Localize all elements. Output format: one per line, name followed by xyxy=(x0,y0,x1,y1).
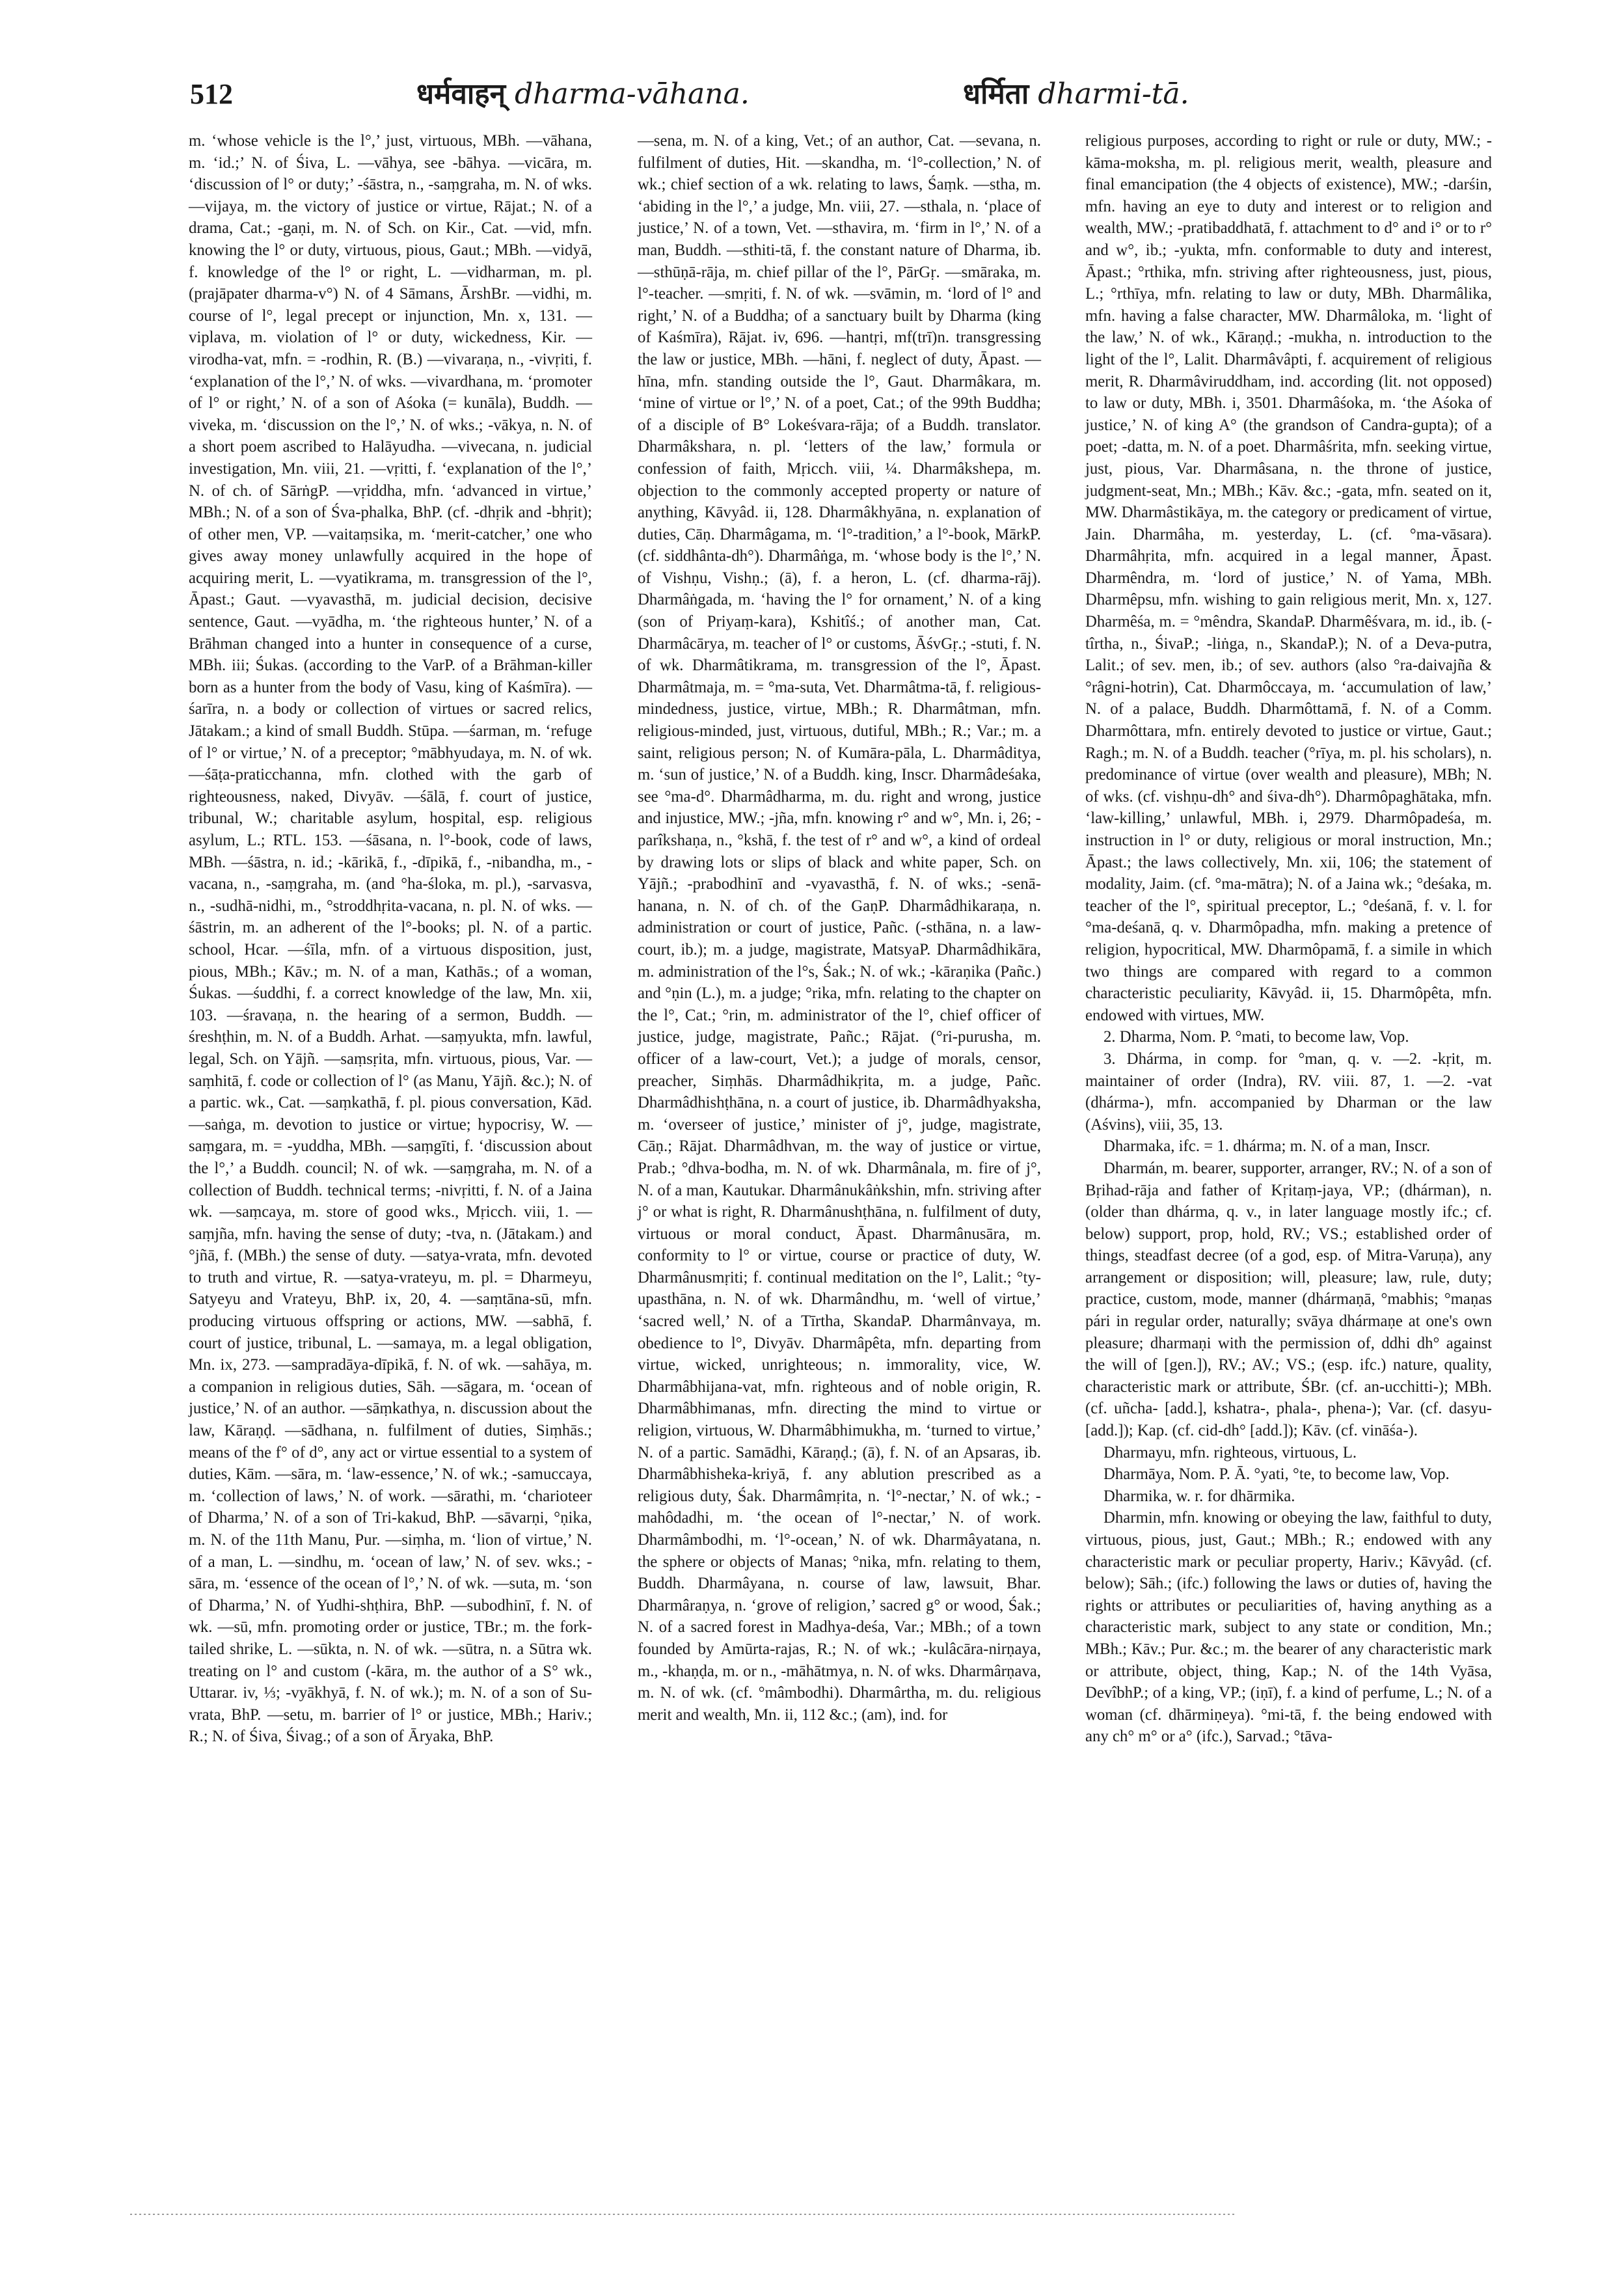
column-2 xyxy=(638,130,1041,1726)
entry-paragraph: religious purposes, according to right or rule or duty, MW.; -kāma-moksha, m. pl. religious merit, wealth, pleasure and final emancipation (the 4 objects of existence), MW.; -darśin, mfn. having an eye to duty and interest or to religion and wealth, MW.; -pratibaddhatā, f. attachment to d° and i° or to r° and w°, ib.; -yukta, mfn. conformable to duty and interest, Āpast.; °rthika, mfn. striving after righteousness, just, pious, L.; °rthīya, mfn. relating to law or duty, MBh. Dharmâlika, mfn. having a false character, MW. Dharmâloka, m. ‘light of the law,’ N. of wk., Kāraṇḍ.; -mukha, n. introduction to the light of the l°, Lalit. Dharmâvâpti, f. acquirement of religious merit, R. Dharmâviruddham, ind. according (lit. not opposed) to law or duty, MBh. i, 3501. Dharmâśoka, m. ‘the Aśoka of justice,’ N. of king A° (the grandson of Candra-gupta); of a poet; -datta, m. N. of a poet. Dharmâśrita, mfn. seeking virtue, just, pious, Var. Dharmâsana, n. the throne of justice, judgment-seat, Mn.; MBh.; Kāv. &c.; -gata, mfn. seated on it, MW. Dharmâstikāya, m. the category or predicament of virtue, Jain. Dharmâha, m. yesterday, L. (cf. °ma-vāsara). Dharmâhṛita, mfn. acquired in a legal manner, Āpast. Dharmêndra, m. ‘lord of justice,’ N. of Yama, MBh. Dharmêpsu, mfn. wishing to gain religious merit, Mn. x, 127. Dharmêśa, m. = °mêndra, SkandaP. Dharmêśvara, m. id., ib. (-tîrtha, n., ŚivaP.; -liṅga, n., SkandaP.); N. of a Deva-putra, Lalit.; of sev. men, ib.; of sev. authors (also °ra-daivajña & °râgni-hotrin), Cat. Dharmôccaya, m. ‘accumulation of law,’ N. of a palace, Buddh. Dharmôttamā, f. N. of a Comm. Dharmôttara, mfn. entirely devoted to justice or virtue, Gaut.; Ragh.; m. N. of a Buddh. teacher (°rīya, m. pl. his scholars), n. predominance of virtue (over wealth and pleasure), MBh; N. of wks. (cf. vishṇu-dh° and śiva-dh°). Dharmôpaghātaka, mfn. ‘law-killing,’ unlawful, MBh. i, 2979. Dharmôpadeśa, m. instruction in l° or duty, religious or moral instruction, Mn.; Āpast.; the laws collectively, Mn. xii, 106; the statement of modality, Jaim. (cf. °ma-mātra); N. of a Jaina wk.; °deśaka, m. teacher of the l°, spiritual preceptor, L.; °deśanā, f. v. l. for °ma-deśanā, q. v. Dharmôpadha, mfn. making a pretence of religion, hypocritical, MW. Dharmôpamā, f. a simile in which two things are compared with regard to a common characteristic peculiarity, Kāvyâd. ii, 15. Dharmôpêta, mfn. endowed with virtues, MW. xyxy=(1085,132,1492,1024)
entry-paragraph: 3. Dhárma, in comp. for °man, q. v. —2. -kṛit, m. maintainer of order (Indra), RV. viii. 87, 1. —2. -vat (dhárma-), mfn. accompanied by Dharman or the law (Aśvins), viii, 35, 13. xyxy=(1085,1050,1492,1134)
column-3 xyxy=(1085,130,1492,1748)
entry-paragraph: Dharmán, m. bearer, supporter, arranger, RV.; N. of a son of Bṛihad-rāja and father of Kṛitaṃ-jaya, VP.; (dhárman), n. (older than dhárma, q. v., in later language mostly ifc.; cf. below) support, prop, hold, RV.; VS.; established order of things, steadfast decree (of a god, esp. of Mitra-Varuṇa), any arrangement or disposition; will, pleasure; law, rule, duty; practice, custom, mode, manner (dhármaṇā, °mabhis; °maṇas pári in regular order, naturally; svāya dhármaṇe at one's own pleasure; dharmaṇi with the permission of, ddhi dh° against the will of [gen.]), RV.; AV.; VS.; (esp. ifc.) nature, quality, characteristic mark or attribute, ŚBr. (cf. an-ucchitti-); MBh. (cf. uñcha- [add.], kshatra-, phala-, phena-); Var. (cf. dasyu- [add.]); Kap. (cf. cid-dh° [add.]); Kāv. (cf. vināśa-). xyxy=(1085,1159,1492,1440)
entry-paragraph: Dharmaka, ifc. = 1. dhárma; m. N. of a man, Inscr. xyxy=(1103,1137,1431,1156)
entry-paragraph: Dharmika, w. r. for dhārmika. xyxy=(1103,1487,1295,1505)
entry-paragraph: —sena, m. N. of a king, Vet.; of an author, Cat. —sevana, n. fulfilment of duties, Hit. —skandha, m. ‘l°-collection,’ N. of wk.; chief section of a wk. relating to laws, Śaṃk. —stha, m. ‘abiding in the l°,’ a judge, Mn. viii, 27. —sthala, n. ‘place of justice,’ N. of a town, Vet. —sthavira, m. ‘firm in l°,’ N. of a man, Buddh. —sthiti-tā, f. the constant nature of Dharma, ib. —sthūṇā-rāja, m. chief pillar of the l°, PārGṛ. —smāraka, m. l°-teacher. —smṛiti, f. N. of wk. —svāmin, m. ‘lord of l° and right,’ N. of a Buddha; of a sanctuary built by Dharma (king of Kaśmīra), Rājat. iv, 696. —hantṛi, mf(trī)n. transgressing the law or justice, MBh. —hāni, f. neglect of duty, Āpast. —hīna, mfn. standing outside the l°, Gaut. Dharmâkara, m. ‘mine of virtue or l°,’ N. of a poet, Cat.; of the 99th Buddha; of a disciple of B° Lokeśvara-rāja; of a Buddh. translator. Dharmâkshara, n. pl. ‘letters of the law,’ formula or confession of faith, Mṛicch. viii, ¼. Dharmâkshepa, m. objection to the commonly accepted property or nature of anything, Kāvyâd. ii, 128. Dharmâkhyāna, n. explanation of duties, Cāṇ. Dharmâgama, m. ‘l°-tradition,’ a l°-book, MārkP. (cf. siddhânta-dh°). Dharmâṅga, m. ‘whose body is the l°,’ N. of Vishṇu, Vishṇ.; (ā), f. a heron, L. (cf. dharma-rāj). Dharmâṅgada, m. ‘having the l° for ornament,’ N. of a king (son of Priyaṃ-kara), Kshitîś.; of another man, Cat. Dharmâcārya, m. teacher of l° or customs, ĀśvGṛ.; -stuti, f. N. of wk. Dharmâtikrama, m. transgression of the l°, Āpast. Dharmâtmaja, m. = °ma-suta, Vet. Dharmâtma-tā, f. religious-mindedness, justice, virtue, MBh.; R. Dharmâtman, mfn. religious-minded, just, virtuous, dutiful, MBh.; R.; Var.; m. a saint, religious person; N. of Kumāra-pāla, L. Dharmâditya, m. ‘sun of justice,’ N. of a Buddh. king, Inscr. Dharmâdeśaka, see °ma-d°. Dharmâdharma, m. du. right and wrong, justice and injustice, MW.; -jña, mfn. knowing r° and w°, Mn. i, 26; -parîkshaṇa, n., °kshā, f. the test of r° and w°, a kind of ordeal by drawing lots or slips of black and white paper, Sch. on Yājñ.; -prabodhinī and -vyavasthā, f. N. of wks.; -senā-hanana, n. N. of ch. of the GaṇP. Dharmâdhikaraṇa, n. administration or court of justice, Pañc. (-sthāna, n. a law-court, ib.); m. a judge, magistrate, MatsyaP. Dharmâdhikāra, m. administration of the l°s, Śak.; N. of wk.; -kāraṇika (Pañc.) and °ṇin (L.), m. a judge; °rika, mfn. relating to the chapter on the l°, Cat.; °rin, m. administrator of the l°, chief officer of justice, judge, magistrate, Pañc.; Rājat. (°ri-purusha, m. officer of a law-court, Vet.); a judge of morals, censor, preacher, Siṃhās. Dharmâdhikṛita, m. a judge, Pañc. Dharmâdhishṭhāna, n. a court of justice, ib. Dharmâdhyaksha, m. ‘overseer of justice,’ minister of j°, judge, magistrate, Cāṇ.; Rājat. Dharmâdhvan, m. the way of justice or virtue, Prab.; °dhva-bodha, m. N. of wk. Dharmânala, m. fire of j°, N. of a man, Kautukar. Dharmânukâṅkshin, mfn. striving after j° or what is right, R. Dharmânushṭhāna, n. fulfilment of duty, virtuous or moral conduct, Āpast. Dharmânusāra, m. conformity to l° or virtue, course or practice of duty, W. Dharmânusmṛiti; f. continual meditation on the l°, Lalit.; °ty-upasthāna, n. N. of wk. Dharmândhu, m. ‘well of virtue,’ ‘sacred well,’ N. of a Tīrtha, SkandaP. Dharmânvaya, m. obedience to l°, Divyāv. Dharmâpêta, mfn. departing from virtue, wicked, unrighteous; n. immorality, vice, W. Dharmâbhijana-vat, mfn. righteous and of noble origin, R. Dharmâbhimanas, mfn. directing the mind to virtue or religion, virtuous, W. Dharmâbhimukha, m. ‘turned to virtue,’ N. of a partic. Samādhi, Kāraṇḍ.; (ā), f. N. of an Apsaras, ib. Dharmâbhisheka-kriyā, f. any ablution prescribed as a religious duty, Śak. Dharmâmṛita, n. ‘l°-nectar,’ N. of wk.; -mahôdadhi, m. ‘the ocean of l°-nectar,’ N. of work. Dharmâmbodhi, m. ‘l°-ocean,’ N. of wk. Dharmâyatana, n. the sphere or objects of Manas; °nika, mfn. relating to them, Buddh. Dharmâyana, n. course of law, lawsuit, Bhar. Dharmâraṇya, n. ‘grove of religion,’ sacred g° or wood, Śak.; N. of a sacred forest in Madhya-deśa, Var.; MBh.; of a town founded by Amūrta-rajas, R.; N. of wk.; -kulâcāra-nirṇaya, m., -khaṇḍa, m. or n., -māhātmya, n. N. of wks. Dharmârṇava, m. N. of wk. (cf. °mâmbodhi). Dharmârtha, m. du. religious merit and wealth, Mn. ii, 112 &c.; (am), ind. for xyxy=(638,132,1041,1724)
entry-paragraph: Dharmāya, Nom. P. Ā. °yati, °te, to become law, Vop. xyxy=(1103,1465,1450,1484)
left-head-transliteration: dharma-vāhana. xyxy=(515,77,750,111)
right-head-transliteration: dharmi-tā. xyxy=(1038,77,1189,111)
page-number: 512 xyxy=(190,78,233,110)
entry-paragraph: m. ‘whose vehicle is the l°,’ just, virtuous, MBh. —vāhana, m. ‘id.;’ N. of Śiva, L. —vāhya, see -bāhya. —vicāra, m. ‘discussion of l° or duty;’ -śāstra, n., -saṃgraha, m. N. of wks. —vijaya, m. the victory of justice or virtue, Rājat.; N. of a drama, Cat.; -gaṇi, m. N. of Sch. on Kir., Cat. —vid, mfn. knowing the l° or duty, virtuous, pious, Gaut.; MBh. —vidyā, f. knowledge of the l° or right, L. —vidharman, m. pl. (prajāpater dharma-v°) N. of 4 Sāmans, ĀrshBr. —vidhi, m. course of l°, legal precept or injunction, Mn. x, 131. —viplava, m. violation of l° or duty, wickedness, Kir. —virodha-vat, mfn. = -rodhin, R. (B.) —vivaraṇa, n., -vivṛiti, f. ‘explanation of the l°,’ N. of wks. —vivardhana, m. ‘promoter of l° or right,’ N. of a son of Aśoka (= kunāla), Buddh. —viveka, m. ‘discussion on the l°,’ N. of wks.; -vākya, n. N. of a short poem ascribed to Halāyudha. —vivecana, n. judicial investigation, Mn. viii, 21. —vṛitti, f. ‘explanation of the l°,’ N. of ch. of SārṅgP. —vṛiddha, mfn. ‘advanced in virtue,’ MBh.; N. of a son of Śva-phalka, BhP. (cf. -dhṛik and -bhṛit); of other men, VP. —vaitaṃsika, m. ‘merit-catcher,’ one who gives away money unlawfully acquired in the hope of acquiring merit, L. —vyatikrama, m. transgression of the l°, Āpast.; Gaut. —vyavasthā, m. judicial decision, decisive sentence, Gaut. —vyādha, m. ‘the righteous hunter,’ N. of a Brāhman changed into a hunter in consequence of a curse, MBh. iii; Śukas. (according to the VarP. of a Brāhman-killer born as a hunter from the body of Vasu, king of Kaśmīra). —śarīra, n. a body or collection of virtues or sacred relics, Jātakam.; a kind of small Buddh. Stūpa. —śarman, m. ‘refuge of l° or virtue,’ N. of a preceptor; °mābhyudaya, m. N. of wk. —śāṭa-praticchanna, mfn. clothed with the garb of righteousness, naked, Divyāv. —śālā, f. court of justice, tribunal, W.; charitable asylum, hospital, esp. religious asylum, L.; RTL. 153. —śāsana, n. l°-book, code of laws, MBh. —śāstra, n. id.; -kārikā, f., -dīpikā, f., -nibandha, m., -vacana, n., -saṃgraha, m. (and °ha-śloka, m. pl.), -sarvasva, n., -sudhā-nidhi, m., °stroddhṛita-vacana, n. pl. N. of wks. —śāstrin, m. an adherent of the l°-books; pl. N. of a partic. school, Hcar. —śīla, mfn. of a virtuous disposition, just, pious, MBh.; Kāv.; m. N. of a man, Kathās.; of a woman, Śukas. —śuddhi, f. a correct knowledge of the law, Mn. xii, 103. —śravaṇa, n. the hearing of a sermon, Buddh. —śreshṭhin, m. N. of a Buddh. Arhat. —saṃyukta, mfn. lawful, legal, Sch. on Yājñ. —saṃsṛita, mfn. virtuous, pious, Var. —saṃhitā, f. code or collection of l° (as Manu, Yājñ. &c.); N. of a partic. wk., Cat. —saṃkathā, f. pl. pious conversation, Kād. —saṅga, m. devotion to justice or virtue; hypocrisy, W. —saṃgara, m. = -yuddha, MBh. —saṃgīti, f. ‘discussion about the l°,’ a Buddh. council; N. of wk. —saṃgraha, m. N. of a collection of Buddh. technical terms; -nivṛitti, f. N. of a Jaina wk. —saṃcaya, m. store of good wks., Mṛicch. viii, 1. —saṃjña, mfn. having the sense of duty; -tva, n. (Jātakam.) and °jñā, f. (MBh.) the sense of duty. —satya-vrata, mfn. devoted to truth and virtue, R. —satya-vrateyu, m. pl. = Dharmeyu, Satyeyu and Vrateyu, BhP. ix, 20, 4. —saṃtāna-sū, mfn. producing virtuous offspring or actions, MW. —sabhā, f. court of justice, tribunal, L. —samaya, m. a legal obligation, Mn. ix, 273. —sampradāya-dīpikā, f. N. of wk. —sahāya, m. a companion in religious duties, Sāh. —sāgara, m. ‘ocean of justice,’ N. of an author. —sāṃkathya, n. discussion about the law, Kāraṇḍ. —sādhana, n. fulfilment of duties, Siṃhās.; means of the f° of d°, any act or virtue essential to a system of duties, Kām. —sāra, m. ‘law-essence,’ N. of wk.; -samuccaya, m. ‘collection of laws,’ N. of work. —sārathi, m. ‘charioteer of Dharma,’ N. of a son of Tri-kakud, BhP. —sāvarṇi, °ṇika, m. N. of the 11th Manu, Pur. —siṃha, m. ‘lion of virtue,’ N. of a man, L. —sindhu, m. ‘ocean of law,’ N. of sev. wks.; -sāra, m. ‘essence of the ocean of l°,’ N. of wk. —suta, m. ‘son of Dharma,’ N. of Yudhi-shṭhira, BhP. —subodhinī, f. N. of wk. —sū, mfn. promoting order or justice, TBr.; m. the fork-tailed shrike, L. —sūkta, n. N. of wk. —sūtra, n. a Sūtra wk. treating on l° and custom (-kāra, m. the author of a S° wk., Uttarar. iv, ⅓; -vyākhyā, f. N. of wk.); m. N. of a son of Su-vrata, BhP. —setu, m. barrier of l° or justice, MBh.; Hariv.; R.; N. of Śiva, Śivag.; of a son of Āryaka, BhP. xyxy=(189,132,592,1746)
right-head-devanagari: धर्मिता xyxy=(963,77,1029,111)
column-1 xyxy=(189,130,592,1748)
entry-paragraph: 2. Dharma, Nom. P. °mati, to become law, Vop. xyxy=(1103,1028,1409,1046)
bottom-scan-rule xyxy=(130,2214,1236,2215)
left-head-devanagari: धर्मवाहन् xyxy=(416,77,506,111)
entry-paragraph: Dharmayu, mfn. righteous, virtuous, L. xyxy=(1103,1443,1357,1461)
left-running-head xyxy=(416,77,750,112)
right-running-head xyxy=(963,77,1189,112)
entry-paragraph: Dharmin, mfn. knowing or obeying the law, faithful to duty, virtuous, pious, just, Gaut.; MBh.; R.; endowed with any characteristic mark or peculiar property, Hariv.; Kāvyâd. (cf. below); Sāh.; (ifc.) following the laws or duties of, having the rights or attributes or peculiarities of, having anything as a characteristic mark, subject to any state or condition, Mn.; MBh.; Kāv.; Pur. &c.; m. the bearer of any characteristic mark or attribute, object, thing, Kap.; N. of the 14th Vyāsa, DevîbhP.; of a king, VP.; (iṇī), f. a kind of perfume, L.; N. of a woman (cf. dhārmiṇeya). °mi-tā, f. the being endowed with any ch° m° or a° (ifc.), Sarvad.; °tāva- xyxy=(1085,1509,1492,1746)
